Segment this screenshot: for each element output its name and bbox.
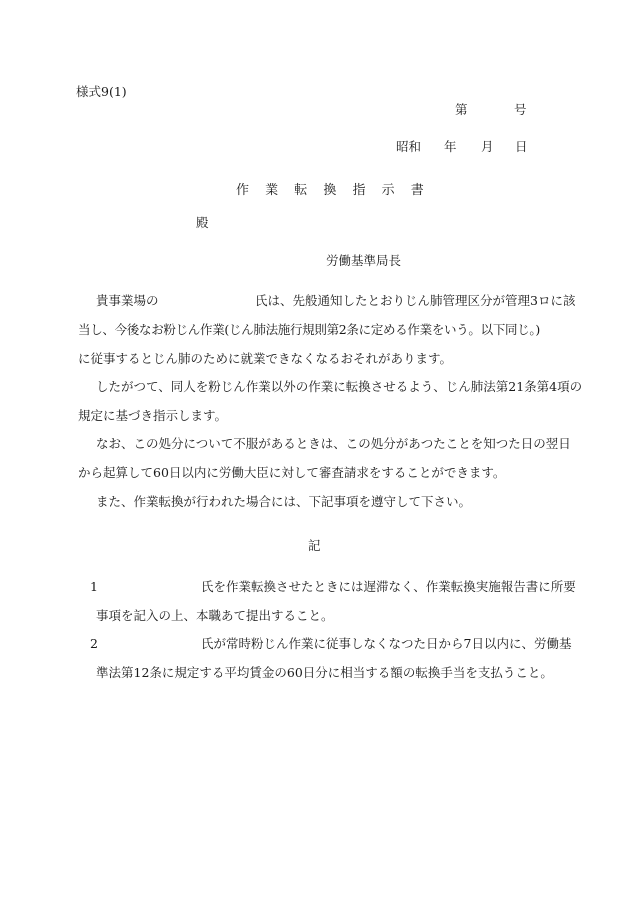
item-2-number: 2: [90, 636, 98, 651]
document-title: 作 業 転 換 指 示 書: [236, 183, 430, 198]
p3-line1: なお、この処分について不服があるときは、この処分があつたことを知つた日の翌日: [96, 436, 571, 451]
p3-line2: から起算して60日以内に労働大臣に対して審査請求をすることができます。: [78, 465, 506, 480]
date-year: 年: [444, 139, 457, 154]
item-1-line1: 氏を作業転換させたときには遅滞なく、作業転換実施報告書に所要: [201, 579, 576, 594]
form-id: 様式9(1): [76, 84, 127, 99]
p4-line1: また、作業転換が行われた場合には、下記事項を遵守して下さい。: [96, 494, 472, 509]
p2-line2: 規定に基づき指示します。: [78, 408, 228, 423]
date-day: 日: [515, 139, 528, 154]
number-dai: 第: [455, 102, 468, 117]
ki-heading: 記: [308, 538, 321, 553]
issuer: 労働基準局長: [326, 253, 402, 268]
item-1-line2: 事項を記入の上、本職あて提出すること。: [96, 608, 334, 623]
p1-line3: に従事するとじん肺のために就業できなくなるおそれがあります。: [78, 351, 453, 366]
item-2-line2: 準法第12条に規定する平均賃金の60日分に相当する額の転換手当を支払うこと。: [96, 665, 553, 680]
p1-line1b: 氏は、先般通知したとおりじん肺管理区分が管理3ロに該: [255, 293, 576, 308]
item-1-number: 1: [90, 579, 98, 594]
p1-line1a: 貴事業場の: [96, 293, 159, 308]
item-2-line1: 氏が常時粉じん作業に従事しなくなつた日から7日以内に、労働基: [201, 636, 572, 651]
p2-line1: したがつて、同人を粉じん作業以外の作業に転換させるよう、じん肺法第21条第4項の: [96, 379, 583, 394]
number-go: 号: [514, 102, 527, 117]
date-month: 月: [481, 139, 494, 154]
p1-line2: 当し、今後なお粉じん作業(じん肺法施行規則第2条に定める作業をいう。以下同じ。): [78, 322, 540, 337]
date-era: 昭和: [396, 139, 422, 154]
addressee-suffix: 殿: [196, 215, 209, 230]
